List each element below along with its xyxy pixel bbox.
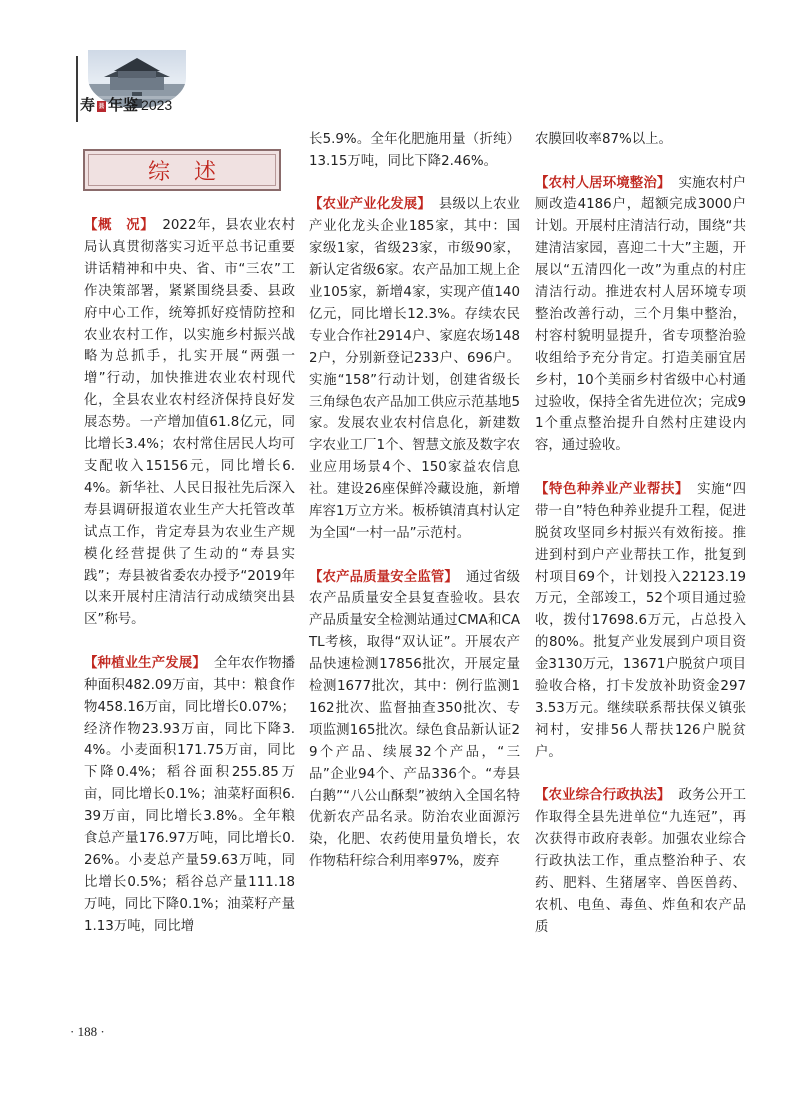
paragraph-text: 实施“四带一自”特色种养业提升工程，促进脱贫攻坚同乡村振兴有效衔接。推进到村到户产业帮扶工作，批复到村项目69个，计划投入22123.19万元，全部竣工，52个项目通过验收，拨付17698.6万元，占总投入的80%。批复产业发展到户项目资金3130万元，13671户脱贫户项目验收合格，打卡发放补助资金2973.53万元。继续联系帮扶保义镇张祠村，安排56人帮扶126户脱贫户。 <box>535 481 747 760</box>
section-title: 综述 <box>147 159 240 185</box>
paragraph-text: 通过省级农产品质量安全县复查验收。县农产品质量安全检测站通过CMA和CATL考核，取得“双认证”。开展农产品快速检测17856批次，开展定量检测1677批次，其中：例行监测1162批次、监督抽查350批次、专项监测165批次。绿色食品新认证29个产品、续展32个产品，“三品”企业94个、产品336个。“寿县白鹅”“八公山酥梨”被纳入全国名特优新农产品名录。防治农业面源污染，化肥、农药使用量负增长，农作物秸秆综合利用率97%，废弃 <box>309 569 521 870</box>
paragraph-tag: 【农村人居环境整治】 <box>535 175 671 191</box>
paragraph-continued <box>535 129 746 151</box>
paragraph-overview <box>84 215 295 631</box>
brand-seal: 县 <box>98 103 105 110</box>
paragraph-text: 实施农村户厕改造4186户，超额完成3000户计划。开展村庄清洁行动，围绕“共建清洁家园，喜迎二十大”主题，开展以“五清四化一改”为重点的村庄清洁行动。推进农村人居环境专项整治改善行动，三个月集中整治，村容村貌明显提升，省专项整治验收组给予充分肯定。打造美丽宜居乡村，10个美丽乡村省级中心村通过验收，保持全省先进位次；完成91个重点整治提升自然村庄建设内容，通过验收。 <box>535 175 747 454</box>
paragraph-quality-safety <box>309 567 520 874</box>
paragraph-continued <box>309 129 520 173</box>
paragraph-tag: 【特色种养业产业帮扶】 <box>535 481 690 497</box>
header-rule <box>76 56 78 122</box>
paragraph-law-enforcement <box>535 785 746 938</box>
paragraph-industrialization <box>309 194 520 545</box>
paragraph-text: 农膜回收率87%以上。 <box>535 132 672 147</box>
paragraph-living-environment <box>535 173 746 458</box>
paragraph-tag: 【农业综合行政执法】 <box>535 788 671 804</box>
paragraph-text: 政务公开工作取得全县先进单位“九连冠”，再次获得市政府表彰。加强农业综合行政执法工作，重点整治种子、农药、肥料、生猪屠宰、兽医兽药、农机、电鱼、毒鱼、炸鱼和农产品质 <box>535 788 747 935</box>
paragraph-planting <box>84 653 295 938</box>
paragraph-text: 县级以上农业产业化龙头企业185家，其中：国家级1家，省级23家，市级90家，新认定省级6家。农产品加工规上企业105家，新增4家，实现产值140亿元，同比增长12.3%。存续农民专业合作社2914户、家庭农场1482户，分别新登记233户、696户。实施“158”行动计划，创建省级长三角绿色农产品加工供应示范基地5家。发展农业农村信息化，新建数字农业工厂1个、智慧文旅及数字农业应用场景4个、150家益农信息社。建设26座保鲜冷藏设施，新增库容1万立方米。板桥镇清真村认定为全国“一村一品”示范村。 <box>309 197 521 541</box>
yearbook-brand <box>80 94 172 115</box>
paragraph-tag: 【农业产业化发展】 <box>309 197 431 213</box>
paragraph-text: 全年农作物播种面积482.09万亩，其中：粮食作物458.16万亩，同比增长0.07%；经济作物23.93万亩，同比下降3.4%。小麦面积171.75万亩，同比下降0.4%；稻谷面积255.85万亩，同比增长0.1%；油菜籽面积6.39万亩，同比增长3.8%。全年粮食总产量176.97万吨，同比增长0.26%。小麦总产量59.63万吨，同比增长0.5%；稻谷总产量111.18万吨，同比下降0.1%；油菜籽产量1.13万吨，同比增 <box>84 655 296 934</box>
text-column-3 <box>535 129 746 960</box>
brand-main-char: 寿 <box>80 96 96 114</box>
yearbook-header <box>76 50 196 130</box>
text-column-1 <box>84 215 295 959</box>
paragraph-tag: 【农产品质量安全监管】 <box>309 569 458 585</box>
text-column-2 <box>309 129 520 895</box>
brand-rest: 年鉴 <box>108 96 139 114</box>
paragraph-text: 2022年，县农业农村局认真贯彻落实习近平总书记重要讲话精神和中央、省、市“三农”工作决策部署，紧紧围绕县委、县政府中心工作，统筹抓好疫情防控和农业农村工作，以实施乡村振兴战略为总抓手，扎实开展“两强一增”行动，加快推进农业农村现代化，全县农业农村经济保持良好发展态势。一产增加值61.8亿元，同比增长3.4%；农村常住居民人均可支配收入15156元，同比增长6.4%。新华社、人民日报社先后深入寿县调研报道农业生产大托管改革试点工作，肯定寿县为农业生产规模化经营提供了生动的“寿县实践”；寿县被省委农办授予“2019年以来开展村庄清洁行动成绩突出县区”称号。 <box>84 218 296 628</box>
paragraph-text: 长5.9%。全年化肥施用量（折纯）13.15万吨，同比下降2.46%。 <box>309 132 520 169</box>
paragraph-tag: 【种植业生产发展】 <box>84 655 206 671</box>
brand-year: 2023 <box>141 97 173 113</box>
paragraph-industry-assistance <box>535 479 746 764</box>
section-title-box <box>83 149 281 191</box>
paragraph-tag: 【概 况】 <box>84 218 155 233</box>
page-number: · 188 · <box>70 1024 105 1039</box>
